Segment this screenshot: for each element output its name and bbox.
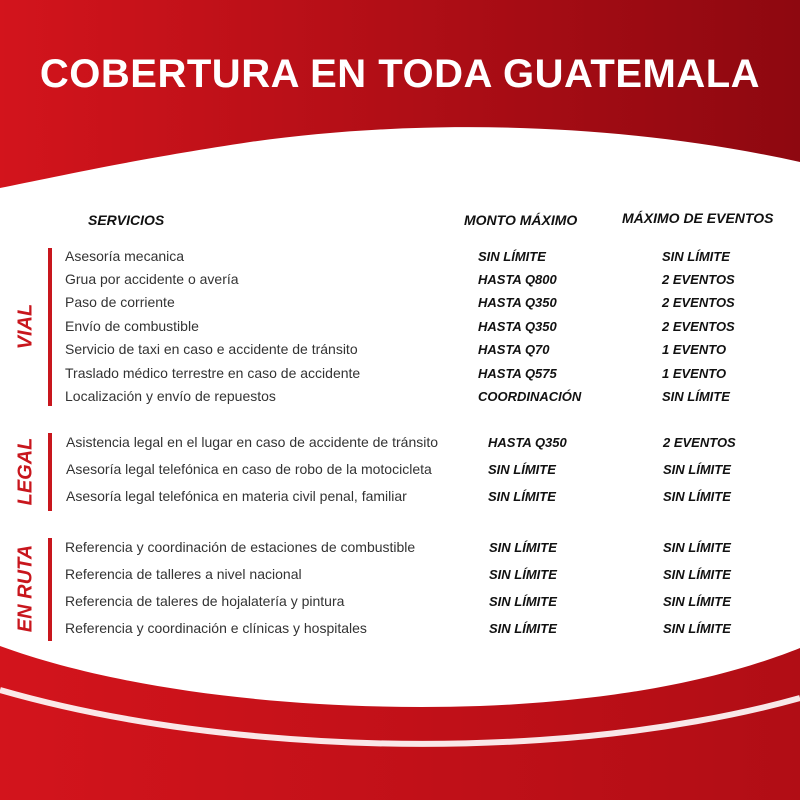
service-name: Asesoría legal telefónica en caso de robo de la motocicleta: [66, 461, 432, 477]
monto-value: HASTA Q350: [478, 295, 557, 310]
table-row: [0, 488, 800, 508]
service-name: Referencia de taleres de hojalatería y pintura: [65, 593, 345, 609]
eventos-value: SIN LÍMITE: [663, 489, 731, 504]
section-label-vial: VIAL: [14, 303, 37, 350]
eventos-value: SIN LÍMITE: [662, 389, 730, 404]
service-name: Servicio de taxi en caso e accidente de tránsito: [65, 341, 358, 357]
service-name: Envío de combustible: [65, 318, 199, 334]
eventos-value: SIN LÍMITE: [663, 540, 731, 555]
service-name: Referencia y coordinación e clínicas y hospitales: [65, 620, 367, 636]
header-monto: MONTO MÁXIMO: [464, 212, 578, 228]
monto-value: HASTA Q350: [488, 435, 567, 450]
service-name: Asesoría mecanica: [65, 248, 185, 264]
section-label-legal: LEGAL: [14, 437, 37, 506]
monto-value: SIN LÍMITE: [489, 621, 557, 636]
eventos-value: SIN LÍMITE: [663, 462, 731, 477]
service-name: Asistencia legal en el lugar en caso de accidente de tránsito: [66, 434, 439, 450]
table-row: [0, 248, 800, 268]
monto-value: SIN LÍMITE: [489, 540, 557, 555]
monto-value: HASTA Q70: [478, 342, 550, 357]
table-row: [0, 365, 800, 385]
table-row: [0, 294, 800, 314]
table-row: [0, 593, 800, 613]
service-name: Grua por accidente o avería: [65, 271, 239, 287]
table-row: [0, 620, 800, 640]
service-name: Referencia de talleres a nivel nacional: [65, 566, 302, 582]
table-row: [0, 434, 800, 454]
eventos-value: 1 EVENTO: [662, 366, 727, 381]
section-label-en-ruta: EN RUTA: [14, 544, 37, 633]
table-row: [0, 566, 800, 586]
service-name: Localización y envío de repuestos: [65, 388, 276, 404]
eventos-value: 2 EVENTOS: [663, 435, 736, 450]
table-row: [0, 341, 800, 361]
monto-value: SIN LÍMITE: [478, 249, 546, 264]
monto-value: COORDINACIÓN: [478, 389, 582, 404]
eventos-value: 2 EVENTOS: [662, 319, 735, 334]
monto-value: SIN LÍMITE: [488, 462, 556, 477]
table-row: [0, 271, 800, 291]
monto-value: HASTA Q800: [478, 272, 557, 287]
header-eventos: MÁXIMO DE EVENTOS: [622, 210, 774, 226]
eventos-value: SIN LÍMITE: [663, 567, 731, 582]
monto-value: HASTA Q350: [478, 319, 557, 334]
page-title: COBERTURA EN TODA GUATEMALA: [39, 52, 761, 96]
monto-value: SIN LÍMITE: [488, 489, 556, 504]
service-name: Traslado médico terrestre en caso de accidente: [65, 365, 361, 381]
eventos-value: SIN LÍMITE: [663, 594, 731, 609]
service-name: Referencia y coordinación de estaciones de combustible: [65, 539, 416, 555]
monto-value: HASTA Q575: [478, 366, 557, 381]
eventos-value: SIN LÍMITE: [662, 249, 730, 264]
table-row: [0, 461, 800, 481]
eventos-value: 2 EVENTOS: [662, 272, 735, 287]
eventos-value: SIN LÍMITE: [663, 621, 731, 636]
eventos-value: 1 EVENTO: [662, 342, 727, 357]
table-row: [0, 539, 800, 559]
eventos-value: 2 EVENTOS: [662, 295, 735, 310]
monto-value: SIN LÍMITE: [489, 594, 557, 609]
monto-value: SIN LÍMITE: [489, 567, 557, 582]
table-row: [0, 318, 800, 338]
table-row: [0, 388, 800, 408]
header-servicios: SERVICIOS: [88, 212, 165, 228]
service-name: Asesoría legal telefónica en materia civil penal, familiar: [66, 488, 407, 504]
service-name: Paso de corriente: [65, 294, 175, 310]
